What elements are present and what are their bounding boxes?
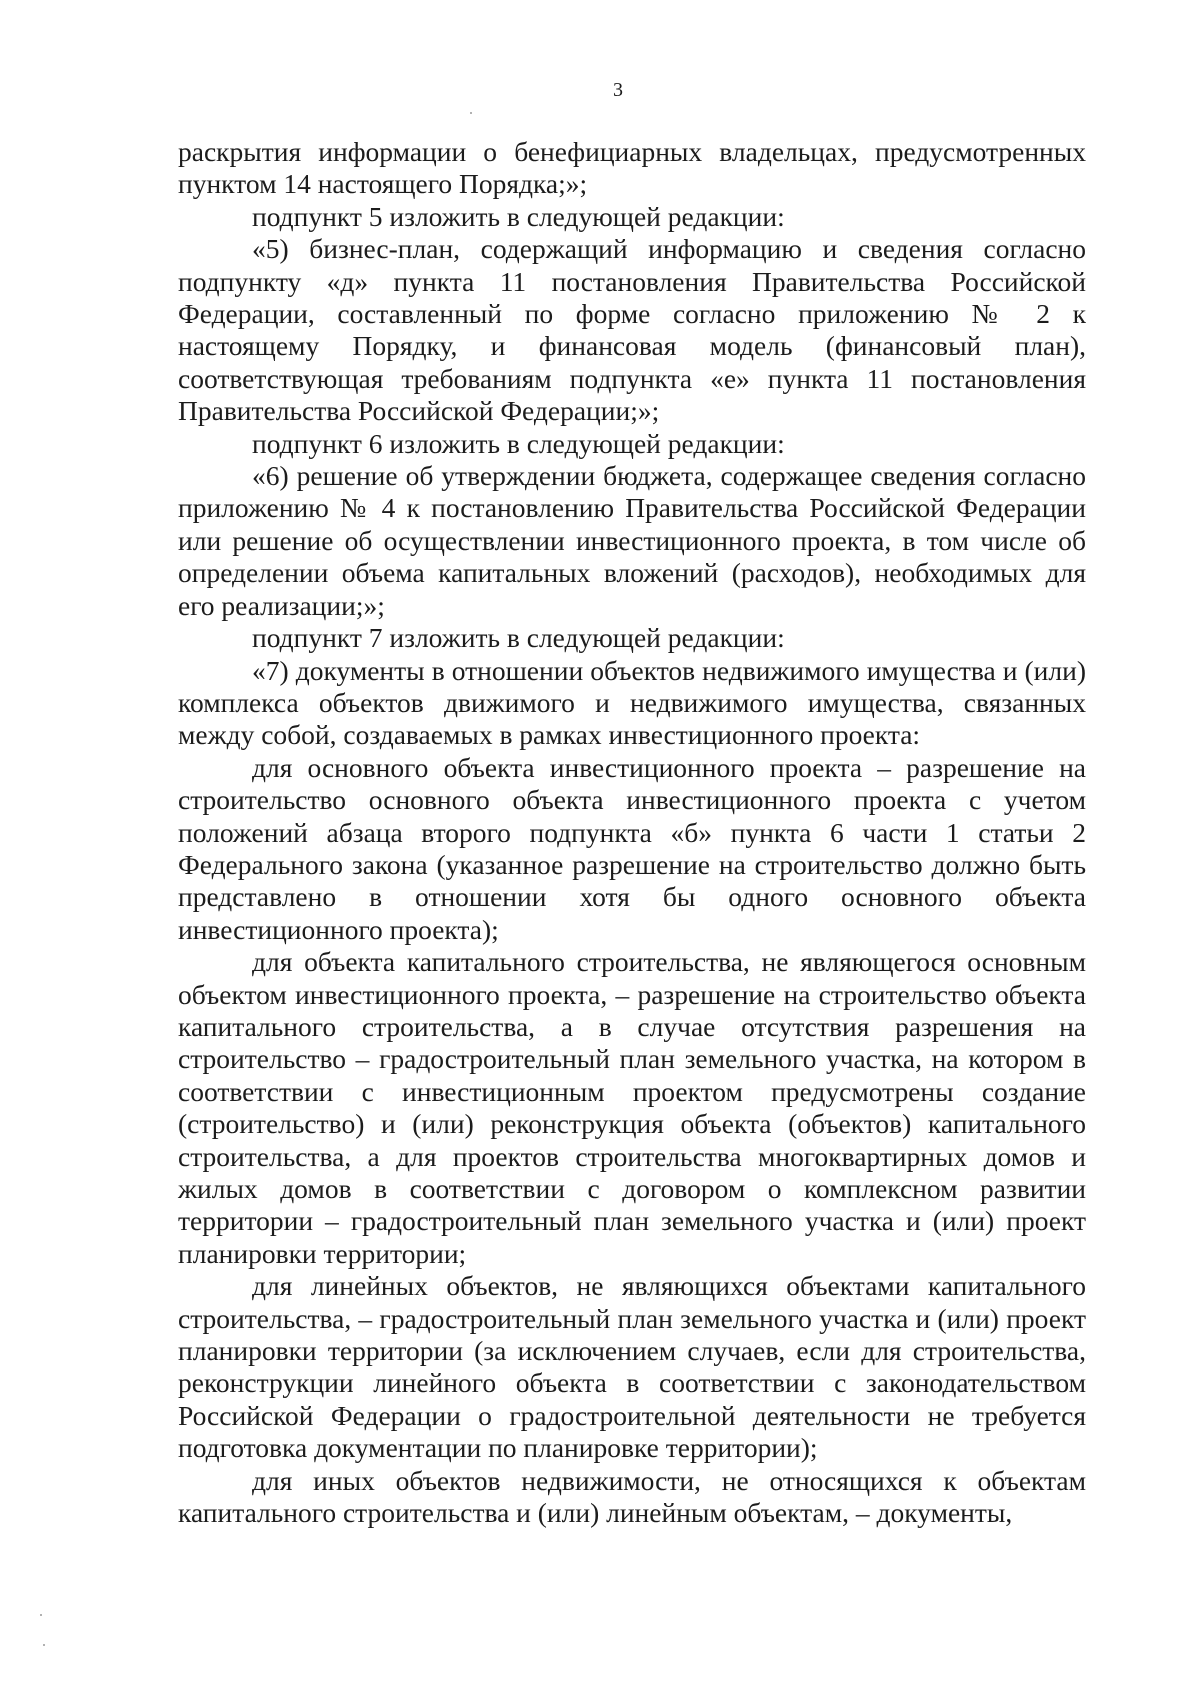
- paragraph: для объекта капитального строительства, не являющегося основным объектом инвестиционного проекта, – разрешение на строительство объекта капитального строительства, а в случае отсутствия разрешения на строительство – градостроительный план земельного участка, на котором в соответствии с инвестиционным проектом предусмотрены создание (строительство) и (или) реконструкция объекта (объектов) капитального строительства, а для проектов строительства многоквартирных домов и жилых домов в соответствии с договором о комплексном развитии территории – градостроительный план земельного участка и (или) проект планировки территории;: [178, 946, 1086, 1269]
- paragraph: подпункт 7 изложить в следующей редакции:: [252, 622, 785, 654]
- document-body: [178, 136, 1086, 1529]
- scan-speck: [40, 1614, 42, 1616]
- paragraph: «5) бизнес-план, содержащий информацию и сведения согласно подпункту «д» пункта 11 постановления Правительства Российской Федерации, составленный по форме согласно приложению № 2 к настоящему Порядку, и финансовая модель (финансовый план), соответствующая требованиям подпункта «е» пункта 11 постановления Правительства Российской Федерации;»;: [178, 233, 1086, 427]
- paragraph: подпункт 5 изложить в следующей редакции:: [252, 200, 785, 232]
- paragraph: для иных объектов недвижимости, не относящихся к объектам капитального строительства и (или) линейным объектам, – документы,: [178, 1464, 1086, 1529]
- page-number: 3: [613, 79, 623, 101]
- paragraph: раскрытия информации о бенефициарных владельцах, предусмотренных пунктом 14 настоящего Порядка;»;: [178, 136, 1086, 200]
- paragraph: «6) решение об утверждении бюджета, содержащее сведения согласно приложению № 4 к постановлению Правительства Российской Федерации или решение об осуществлении инвестиционного проекта, в том числе об определении объема капитальных вложений (расходов), необходимых для его реализации;»;: [178, 460, 1086, 621]
- paragraph: для основного объекта инвестиционного проекта – разрешение на строительство основного объекта инвестиционного проекта с учетом положений абзаца второго подпункта «б» пункта 6 части 1 статьи 2 Федерального закона (указанное разрешение на строительство должно быть представлено в отношении хотя бы одного основного объекта инвестиционного проекта);: [178, 751, 1086, 945]
- paragraph: для линейных объектов, не являющихся объектами капитального строительства, – градостроительный план земельного участка и (или) проект планировки территории (за исключением случаев, если для строительства, реконструкции линейного объекта в соответствии с законодательством Российской Федерации о градостроительной деятельности не требуется подготовка документации по планировке территории);: [178, 1270, 1086, 1464]
- paragraph: подпункт 6 изложить в следующей редакции:: [252, 427, 785, 459]
- scan-speck: [470, 112, 472, 114]
- paragraph: «7) документы в отношении объектов недвижимого имущества и (или) комплекса объектов движимого и недвижимого имущества, связанных между собой, создаваемых в рамках инвестиционного проекта:: [178, 654, 1086, 751]
- scan-speck: [43, 1644, 45, 1646]
